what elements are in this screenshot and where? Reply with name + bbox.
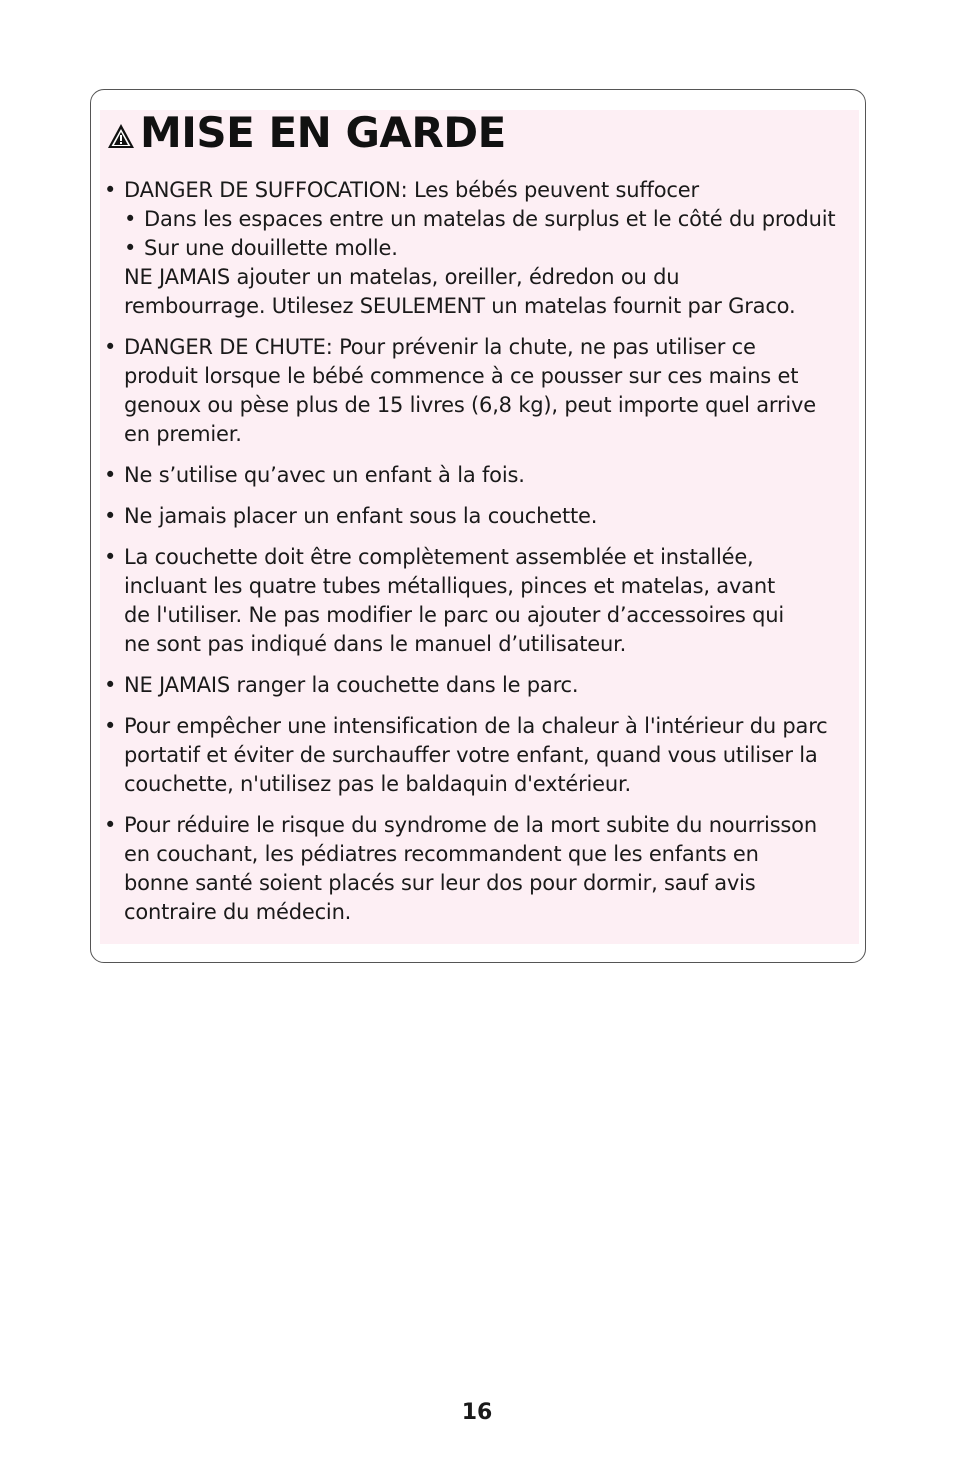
- item-line: NE JAMAIS ranger la couchette dans le parc.: [124, 673, 579, 697]
- warning-title: MISE EN GARDE: [140, 108, 506, 157]
- item-line: Ne jamais placer un enfant sous la couchette.: [124, 504, 598, 528]
- warning-item-assembly: [104, 543, 864, 659]
- item-line: ne sont pas indiqué dans le manuel d’utilisateur.: [124, 632, 627, 656]
- item-line: en premier.: [124, 422, 242, 446]
- item-line: DANGER DE SUFFOCATION: Les bébés peuvent suffocer: [124, 178, 699, 202]
- warning-item-sids: [104, 811, 864, 927]
- item-line: DANGER DE CHUTE: Pour prévenir la chute, ne pas utiliser ce: [124, 335, 756, 359]
- bullet: •: [104, 178, 117, 202]
- item-line: Pour empêcher une intensification de la chaleur à l'intérieur du parc: [124, 714, 828, 738]
- bullet: •: [104, 813, 117, 837]
- bullet: •: [104, 504, 117, 528]
- bullet: •: [104, 545, 117, 569]
- item-line: incluant les quatre tubes métalliques, pinces et matelas, avant: [124, 574, 776, 598]
- item-line: en couchant, les pédiatres recommandent que les enfants en: [124, 842, 759, 866]
- item-line: bonne santé soient placés sur leur dos pour dormir, sauf avis: [124, 871, 756, 895]
- item-line: NE JAMAIS ajouter un matelas, oreiller, édredon ou du: [124, 265, 680, 289]
- item-line: portatif et éviter de surchauffer votre enfant, quand vous utiliser la: [124, 743, 818, 767]
- bullet: •: [104, 335, 117, 359]
- item-line: Pour réduire le risque du syndrome de la mort subite du nourrisson: [124, 813, 817, 837]
- page-number: 16: [461, 1400, 493, 1425]
- item-line: genoux ou pèse plus de 15 livres (6,8 kg), peut importe quel arrive: [124, 393, 816, 417]
- bullet: •: [104, 463, 117, 487]
- warning-item-heat: [104, 712, 864, 799]
- item-line: La couchette doit être complètement assemblée et installée,: [124, 545, 754, 569]
- bullet: •: [104, 673, 117, 697]
- item-line: couchette, n'utilisez pas le baldaquin d'extérieur.: [124, 772, 631, 796]
- bullet: •: [124, 207, 137, 231]
- warning-list: [104, 176, 864, 939]
- warning-header: [106, 108, 506, 157]
- warning-item-suffocation: [104, 176, 864, 321]
- item-line: de l'utiliser. Ne pas modifier le parc ou ajouter d’accessoires qui: [124, 603, 784, 627]
- item-line: contraire du médecin.: [124, 900, 352, 924]
- bullet: •: [104, 714, 117, 738]
- bullet: •: [124, 236, 137, 260]
- warning-item-storage: [104, 671, 864, 700]
- sub-item: [124, 234, 864, 263]
- warning-box: [90, 89, 866, 963]
- warning-item-one-child: [104, 461, 864, 490]
- item-line: rembourrage. Utilesez SEULEMENT un matelas fournit par Graco.: [124, 294, 796, 318]
- item-line: Ne s’utilise qu’avec un enfant à la fois.: [124, 463, 525, 487]
- item-line: produit lorsque le bébé commence à ce pousser sur ces mains et: [124, 364, 799, 388]
- sub-item: [124, 205, 864, 234]
- sub-item-text: Sur une douillette molle.: [144, 236, 398, 260]
- warning-item-fall: [104, 333, 864, 449]
- warning-triangle-icon: [106, 121, 136, 151]
- sub-item-text: Dans les espaces entre un matelas de surplus et le côté du produit: [144, 207, 836, 231]
- warning-item-under-bassinet: [104, 502, 864, 531]
